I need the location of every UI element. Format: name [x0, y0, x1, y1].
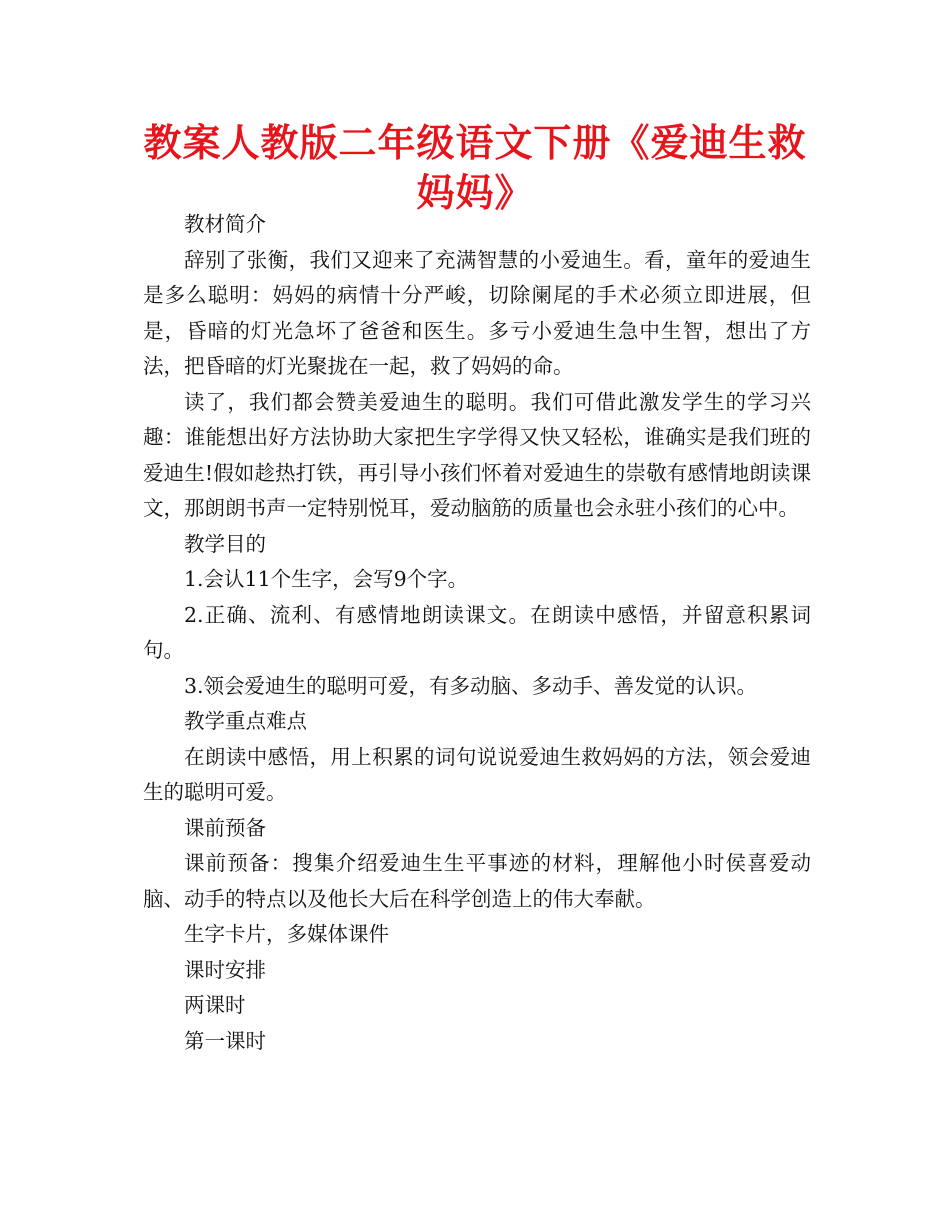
document-title: 教案人教版二年级语文下册《爱迪生救妈妈》 [143, 121, 807, 215]
section-heading-materials: 教材简介 [184, 212, 266, 236]
paragraph-schedule: 两课时 [184, 993, 246, 1017]
paragraph-preparation: 课前预备：搜集介绍爱迪生生平事迹的材料，理解他小时侯喜爱动脑、动手的特点以及他长大后在科学创造上的伟大奉献。 [143, 851, 811, 911]
objective-item-1: 1.会认11个生字，会写9个字。 [184, 567, 469, 591]
section-heading-first-lesson: 第一课时 [184, 1028, 266, 1053]
paragraph-materials-list: 生字卡片，多媒体课件 [184, 922, 389, 946]
paragraph-reading: 读了，我们都会赞美爱迪生的聪明。我们可借此激发学生的学习兴趣：谁能想出好方法协助大家把生字学得又快又轻松，谁确实是我们班的爱迪生!假如趁热打铁，再引导小孩们怀着对爱迪生的崇敬有感情地朗读课文，那朗朗书声一定特别悦耳，爱动脑筋的质量也会永驻小孩们的心中。 [143, 389, 811, 520]
objective-item-3: 3.领会爱迪生的聪明可爱，有多动脑、多动手、善发觉的认识。 [184, 673, 758, 698]
document-body [143, 207, 811, 1059]
section-heading-preparation: 课前预备 [184, 815, 266, 840]
section-heading-key-points: 教学重点难点 [184, 709, 307, 733]
section-heading-objectives: 教学目的 [184, 531, 266, 556]
paragraph-intro: 辞别了张衡，我们又迎来了充满智慧的小爱迪生。看，童年的爱迪生是多么聪明：妈妈的病情十分严峻，切除阑尾的手术必须立即进展，但是，昏暗的灯光急坏了爸爸和医生。多亏小爱迪生急中生智，想出了方法，把昏暗的灯光聚拢在一起，救了妈妈的命。 [143, 247, 811, 378]
objective-item-2: 2.正确、流利、有感情地朗读课文。在朗读中感悟，并留意积累词句。 [143, 602, 811, 662]
section-heading-schedule: 课时安排 [184, 957, 266, 982]
paragraph-key-points: 在朗读中感悟，用上积累的词句说说爱迪生救妈妈的方法，领会爱迪生的聪明可爱。 [143, 744, 811, 804]
